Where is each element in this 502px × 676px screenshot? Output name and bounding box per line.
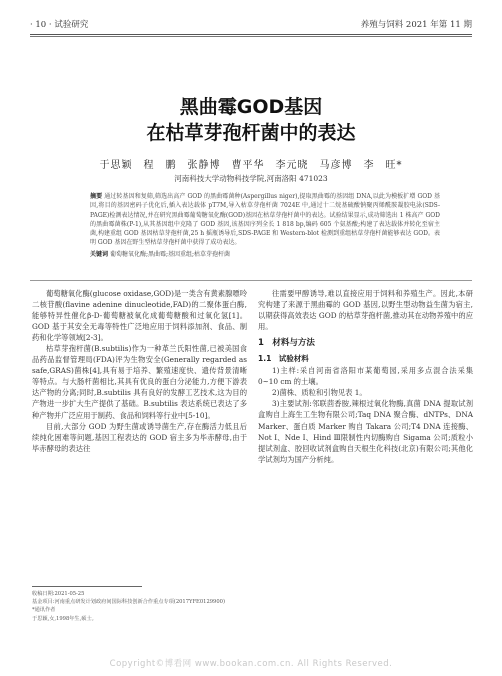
article-title-line1: 黑曲霉GOD基因 <box>179 96 323 118</box>
intro-paragraph-4: 往需要甲醇诱导,难以直接应用于饲料和养殖生产。因此,本研究构建了来源于黑曲霉的 GOD 基因,以野生型动物益生菌为宿主,以期获得高效表达 GOD 的枯草芽孢杆菌,推动其在动物养殖中的应用。 <box>258 289 473 332</box>
footnote-corresponding: *通讯作者 <box>32 607 56 614</box>
affiliation: 河南科技大学动物科技学院,河南洛阳 471023 <box>174 174 328 183</box>
keywords-text: 葡萄糖氧化酶;黑曲霉;基因重组;枯草芽孢杆菌 <box>109 250 231 258</box>
footnote-rule <box>32 586 142 587</box>
intro-paragraph-2: 枯草芽孢杆菌(B.subtilis)作为一种革兰氏阳性菌,已被美国食品药品监督管理局(FDA)评为生物安全(Generally regarded as safe,GRAS)菌株[4],具有易于培养、繁殖速度快、遗传背景清晰等特点。与大肠杆菌相比,其具有优良的蛋白分泌能力,方便下游表达产物的分离;同时,B.subtilis 具有良好的发酵工艺技术,这为目的产物进一步扩大生产提供了基础。B.subtilis 表达系统已表达了多种产物并广泛应用于制药、食品和饲料等行业中[5-10]。 <box>32 344 247 420</box>
copyright-watermark: Copyright©博看网 www.bookan.com.cn. All Rights Reserved. <box>109 659 393 669</box>
header-rule <box>30 34 472 35</box>
header-left: · 10 · 试验研究 <box>30 20 89 30</box>
abstract <box>90 192 440 259</box>
footnote-received: 收稿日期:2021-05-25 <box>32 591 85 597</box>
materials-item-1: 1)主样:采自河南省洛阳市某葡萄园,采用多点混合法采集 0~10 cm 的土壤。 <box>258 366 473 387</box>
header-rule-thin <box>30 36 472 37</box>
abstract-label: 摘要 <box>90 193 103 200</box>
intro-paragraph-3: 目前,大部分 GOD 为野生菌或诱导菌生产,存在酶活力低且后续纯化困难等问题,基因工程表达的 GOD 宿主多为毕赤酵母,由于毕赤酵母的表达往 <box>32 421 247 453</box>
keywords-label: 关键词 <box>90 250 109 258</box>
footnote-author-bio: 于思颖,女,1998年生,硕士。 <box>32 615 97 622</box>
right-column <box>258 288 473 465</box>
intro-paragraph-1: 葡萄糖氧化酶(glucose oxidase,GOD)是一类含有黄素腺嘌呤二核苷酸(flavine adenine dinucleotide,FAD)的二聚体蛋白酶,能够特异性催化β-D-葡萄糖被氧化成葡萄糖酸和过氧化氢[1]。GOD 基于其安全无毒等特性广泛地应用于饲料添加剂、食品、制药和化学等领域[2-3]。 <box>32 289 247 343</box>
footnote-funding: 基金项目:河南重点研发计划政府间国际科技创新合作重点专项(2017YFE0129900) <box>32 599 225 606</box>
left-column <box>32 288 247 454</box>
materials-item-3: 3)主要试剂:邻联茴香胺,辣根过氧化物酶,真菌 DNA 提取试剂盒购自上海生工生物有限公司;Taq DNA 聚合酶、dNTPs、DNA Marker、蛋白质 Marker 购自 Takara 公司;T4 DNA 连接酶、Not Ⅰ、Nde Ⅰ、Hind Ⅲ限制性内切酶购自 Sigama 公司;质粒小提试剂盒、胶回收试剂盒购自天根生化科技(北京)有限公司;其他化学试剂均为国产分析纯。 <box>258 399 473 464</box>
materials-item-2: 2)菌株、质粒和引物见表 1。 <box>272 388 367 398</box>
header-right: 养殖与饲料 2021 年第 11 期 <box>360 20 472 30</box>
footnotes <box>32 590 262 623</box>
section-heading-materials: 1 材料与方法 <box>258 338 315 349</box>
running-header <box>30 18 472 32</box>
article-title-line2: 在枯草芽孢杆菌中的表达 <box>146 122 356 144</box>
subsection-heading-materials: 1.1 试验材料 <box>258 354 309 364</box>
section-divider <box>30 280 472 281</box>
author-list: 于思颖 程 鹏 张静博 曹平华 李元晓 马彦博 李 旺* <box>99 160 403 171</box>
abstract-text: 通过转基因和复筛,筛选出高产 GOD 的黑曲霉菌种(Aspergillus niger),提取黑曲霉的基因组 DNA,以此为模板扩增 GOD 基因,将目的基因密码子优化后,插入表达载体 pT7M,导入枯草芽孢杆菌 7024E 中,通过十二烷基硫酸钠聚丙烯酰胺凝胶电泳(SDS-PAGE)检测表达情况,并在研究黑曲霉葡萄糖氧化酶(GOD)基因在枯草芽孢杆菌中的表达。试验结果显示,成功筛选出 1 株高产 GOD 的黑曲霉菌株(P-1),从其基因组中克隆了 GOD 基因,该基因序列全长 1 818 bp,编码 605 个氨基酸;构建了表达载体并转化至宿主菌,构建重组 GOD 基因枯草芽孢杆菌,25 h 摇瓶诱导后,SDS-PAGE 和 Western-blot 检测到重组枯草芽孢杆菌能够表达 GOD。表明 GOD 基因在野生型枯草芽孢杆菌中获得了成功表达。 <box>90 193 440 247</box>
